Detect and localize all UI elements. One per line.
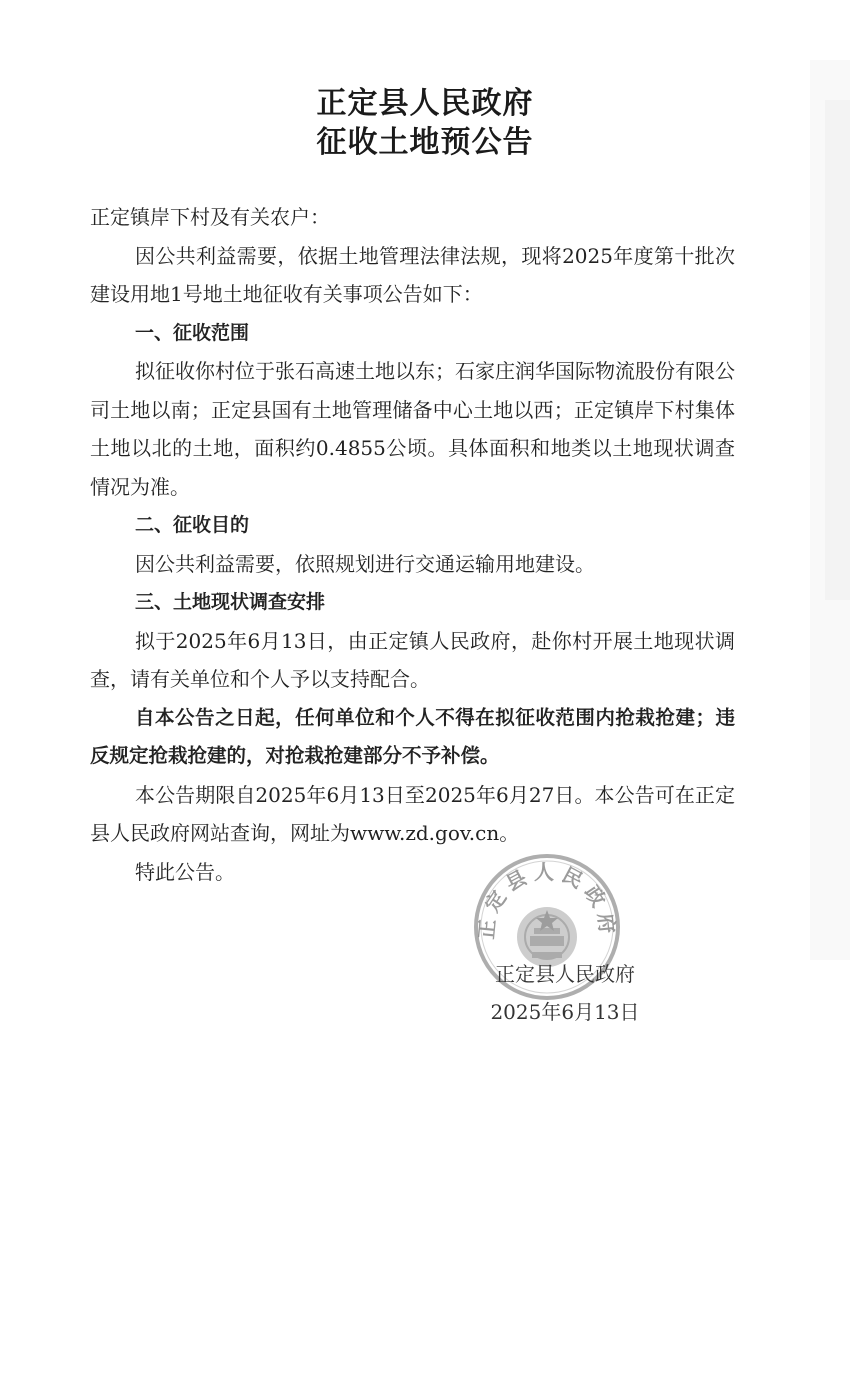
section-heading-purpose: 二、征收目的 <box>135 514 250 536</box>
section-text-survey: 拟于2025年6月13日，由正定镇人民政府，赴你村开展土地现状调查，请有关单位和个人予以支持配合。 <box>90 628 735 691</box>
intro-paragraph: 因公共利益需要，依据土地管理法律法规，现将2025年度第十批次建设用地1号地土地征收有关事项公告如下： <box>90 243 735 306</box>
document-body <box>90 198 735 891</box>
section-text-scope: 拟征收你村位于张石高速土地以东；石家庄润华国际物流股份有限公司土地以南；正定县国有土地管理储备中心土地以西；正定镇岸下村集体土地以北的土地，面积约0.4855公顷。具体面积和地类以土地现状调查情况为准。 <box>90 359 735 499</box>
seal-text: 正定县人民政府 <box>474 860 620 941</box>
closing-line: 特此公告。 <box>135 859 235 884</box>
document-title-line1: 正定县人民政府 <box>316 86 534 121</box>
signature-date: 2025年6月13日 <box>490 1000 640 1024</box>
scan-edge-shading <box>790 0 850 1400</box>
section-heading-scope: 一、征收范围 <box>135 321 250 344</box>
warning-paragraph: 自本公告之日起，任何单位和个人不得在拟征收范围内抢栽抢建；违反规定抢栽抢建的，对抢栽抢建部分不予补偿。 <box>90 705 735 767</box>
section-heading-survey: 三、土地现状调查安排 <box>135 591 326 613</box>
signature-organization: 正定县人民政府 <box>495 962 635 986</box>
salutation: 正定镇岸下村及有关农户： <box>90 205 330 229</box>
document-title-line2: 征收土地预公告 <box>316 125 534 160</box>
section-text-purpose: 因公共利益需要，依照规划进行交通运输用地建设。 <box>135 551 595 576</box>
validity-paragraph: 本公告期限自2025年6月13日至2025年6月27日。本公告可在正定县人民政府网站查询，网址为www.zd.gov.cn。 <box>90 782 735 845</box>
